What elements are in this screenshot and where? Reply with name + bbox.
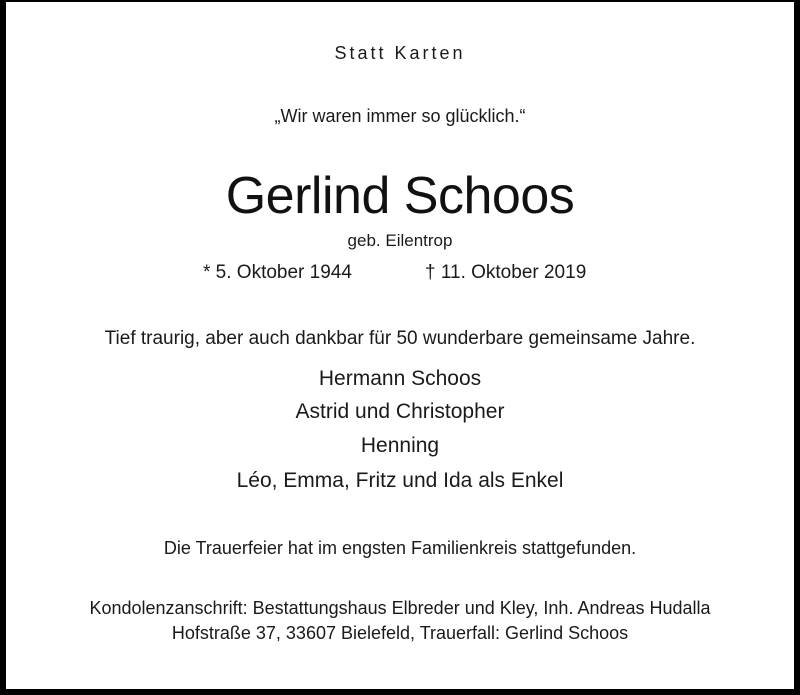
condolence-address-line-1: Kondolenzanschrift: Bestattungshaus Elbreder und Kley, Inh. Andreas Hudalla (89, 598, 711, 618)
family-member: Hermann Schoos (318, 367, 482, 390)
funeral-note: Die Trauerfeier hat im engsten Familienkreis stattgefunden. (163, 538, 637, 558)
family-member: Henning (360, 434, 440, 457)
condolence-address-line-2: Hofstraße 37, 33607 Bielefeld, Trauerfall: Gerlind Schoos (171, 623, 629, 643)
birth-name: geb. Eilentrop (347, 231, 453, 250)
death-date: † 11. Oktober 2019 (425, 262, 587, 283)
birth-date: * 5. Oktober 1944 (203, 262, 352, 283)
notice-header: Statt Karten (334, 43, 466, 63)
family-member: Léo, Emma, Fritz und Ida als Enkel (236, 469, 564, 492)
mourning-text: Tief traurig, aber auch dankbar für 50 wunderbare gemeinsame Jahre. (104, 328, 696, 349)
notice-quote: „Wir waren immer so glücklich.“ (274, 106, 526, 126)
family-member: Astrid und Christopher (295, 400, 505, 423)
deceased-name: Gerlind Schoos (225, 167, 575, 225)
